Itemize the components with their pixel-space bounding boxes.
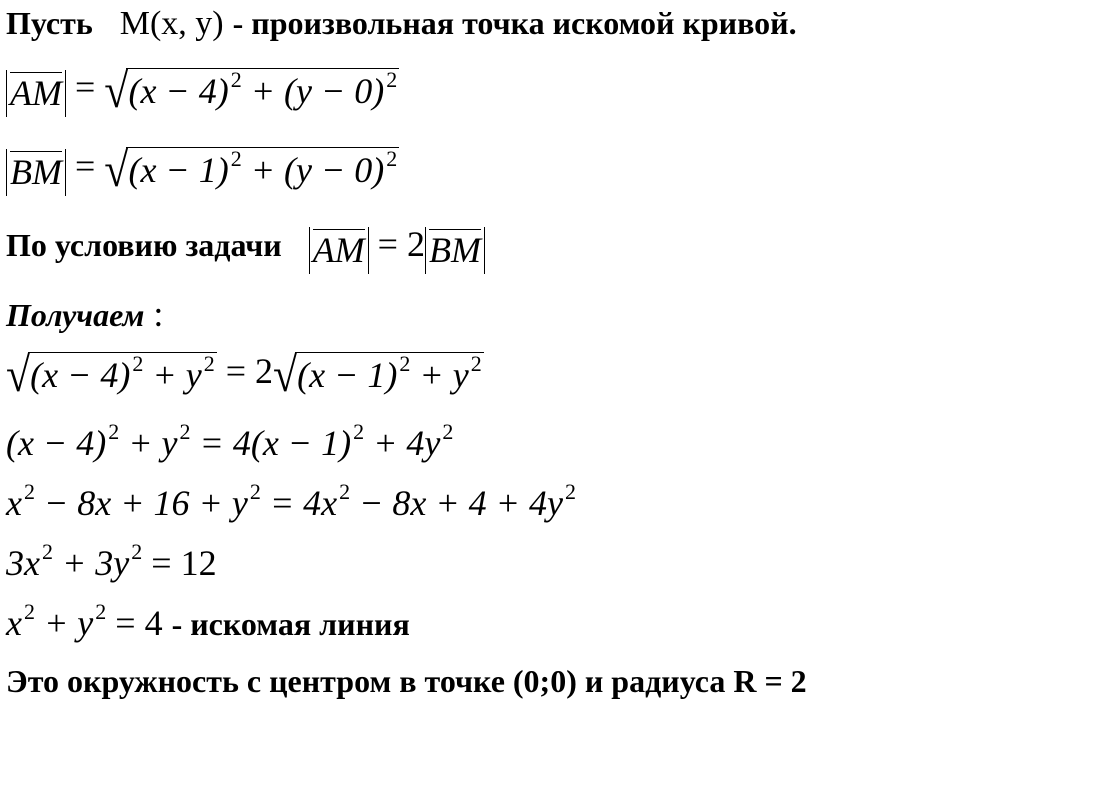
abs-am bbox=[6, 70, 66, 117]
equals-two: = 2 bbox=[225, 351, 273, 391]
exponent: 2 bbox=[203, 350, 215, 376]
line-10 bbox=[6, 598, 410, 643]
exponent: 2 bbox=[132, 350, 144, 376]
colon: : bbox=[153, 294, 164, 334]
exponent: 2 bbox=[399, 350, 411, 376]
vector-bm: BM bbox=[10, 152, 62, 192]
term: 3x bbox=[6, 543, 40, 583]
equals: = bbox=[74, 146, 96, 186]
exponent: 2 bbox=[386, 66, 398, 92]
term: + y bbox=[128, 423, 178, 463]
conclusion-text: Это окружность с центром в точке (0;0) и радиуса R = 2 bbox=[6, 663, 807, 699]
line-7 bbox=[6, 418, 454, 463]
line-9 bbox=[6, 538, 217, 583]
line-11 bbox=[6, 662, 807, 698]
exponent: 2 bbox=[95, 598, 107, 624]
term-y: + (y − 0) bbox=[250, 71, 385, 111]
term: = 4(x − 1) bbox=[199, 423, 352, 463]
sqrt-am bbox=[104, 63, 399, 119]
line-8 bbox=[6, 478, 576, 523]
term-y: + (y − 0) bbox=[250, 150, 385, 190]
vector-am: AM bbox=[10, 73, 62, 113]
term: − 8x + 16 + y bbox=[43, 483, 248, 523]
result-label: Получаем bbox=[6, 297, 145, 333]
term-x: (x − 4) bbox=[128, 71, 229, 111]
exponent: 2 bbox=[41, 538, 53, 564]
exponent: 2 bbox=[23, 598, 35, 624]
term: − 8x + 4 + 4y bbox=[359, 483, 563, 523]
vector-bm: BM bbox=[428, 230, 481, 270]
abs-bm bbox=[425, 227, 485, 274]
sqrt-right bbox=[273, 347, 484, 403]
term: = 12 bbox=[151, 543, 217, 583]
term: + 4y bbox=[373, 423, 441, 463]
line-2 bbox=[6, 63, 399, 119]
term: + 3y bbox=[61, 543, 130, 583]
intro-text: Пусть bbox=[6, 5, 93, 41]
sqrt-sign: √ bbox=[104, 63, 129, 119]
condition-text: По условию задачи bbox=[6, 227, 282, 263]
vector-am: AM bbox=[312, 230, 365, 270]
term: (x − 4) bbox=[6, 423, 107, 463]
exponent: 2 bbox=[353, 418, 365, 444]
exponent: 2 bbox=[179, 418, 191, 444]
line-5 bbox=[6, 296, 163, 332]
line-1 bbox=[6, 4, 797, 41]
term: x bbox=[6, 483, 22, 523]
exponent: 2 bbox=[339, 478, 351, 504]
equals: = bbox=[74, 67, 96, 107]
result-text: - искомая линия bbox=[171, 606, 410, 642]
term: = 4x bbox=[269, 483, 338, 523]
term: + y bbox=[43, 603, 94, 643]
exponent: 2 bbox=[249, 478, 261, 504]
exponent: 2 bbox=[470, 350, 482, 376]
term: + y bbox=[152, 355, 202, 395]
abs-am bbox=[309, 227, 369, 274]
intro-text-2: - произвольная точка искомой кривой. bbox=[232, 5, 797, 41]
exponent: 2 bbox=[564, 478, 576, 504]
exponent: 2 bbox=[442, 418, 454, 444]
sqrt-sign: √ bbox=[6, 347, 31, 403]
line-3 bbox=[6, 142, 399, 198]
sqrt-left bbox=[6, 347, 217, 403]
equals-two: = 2 bbox=[377, 224, 425, 264]
exponent: 2 bbox=[386, 145, 398, 171]
exponent: 2 bbox=[108, 418, 120, 444]
term: (x − 4) bbox=[30, 355, 131, 395]
term: x bbox=[6, 603, 22, 643]
exponent: 2 bbox=[230, 145, 242, 171]
term: = 4 bbox=[115, 603, 163, 643]
line-6 bbox=[6, 347, 484, 403]
term: + y bbox=[419, 355, 469, 395]
sqrt-sign: √ bbox=[104, 142, 129, 198]
exponent: 2 bbox=[230, 66, 242, 92]
point-m: M(x, y) bbox=[119, 5, 224, 42]
term-x: (x − 1) bbox=[128, 150, 229, 190]
exponent: 2 bbox=[131, 538, 143, 564]
term: (x − 1) bbox=[297, 355, 398, 395]
sqrt-sign: √ bbox=[273, 347, 298, 403]
sqrt-bm bbox=[104, 142, 399, 198]
exponent: 2 bbox=[23, 478, 35, 504]
line-4 bbox=[6, 226, 485, 274]
abs-bm bbox=[6, 149, 66, 196]
